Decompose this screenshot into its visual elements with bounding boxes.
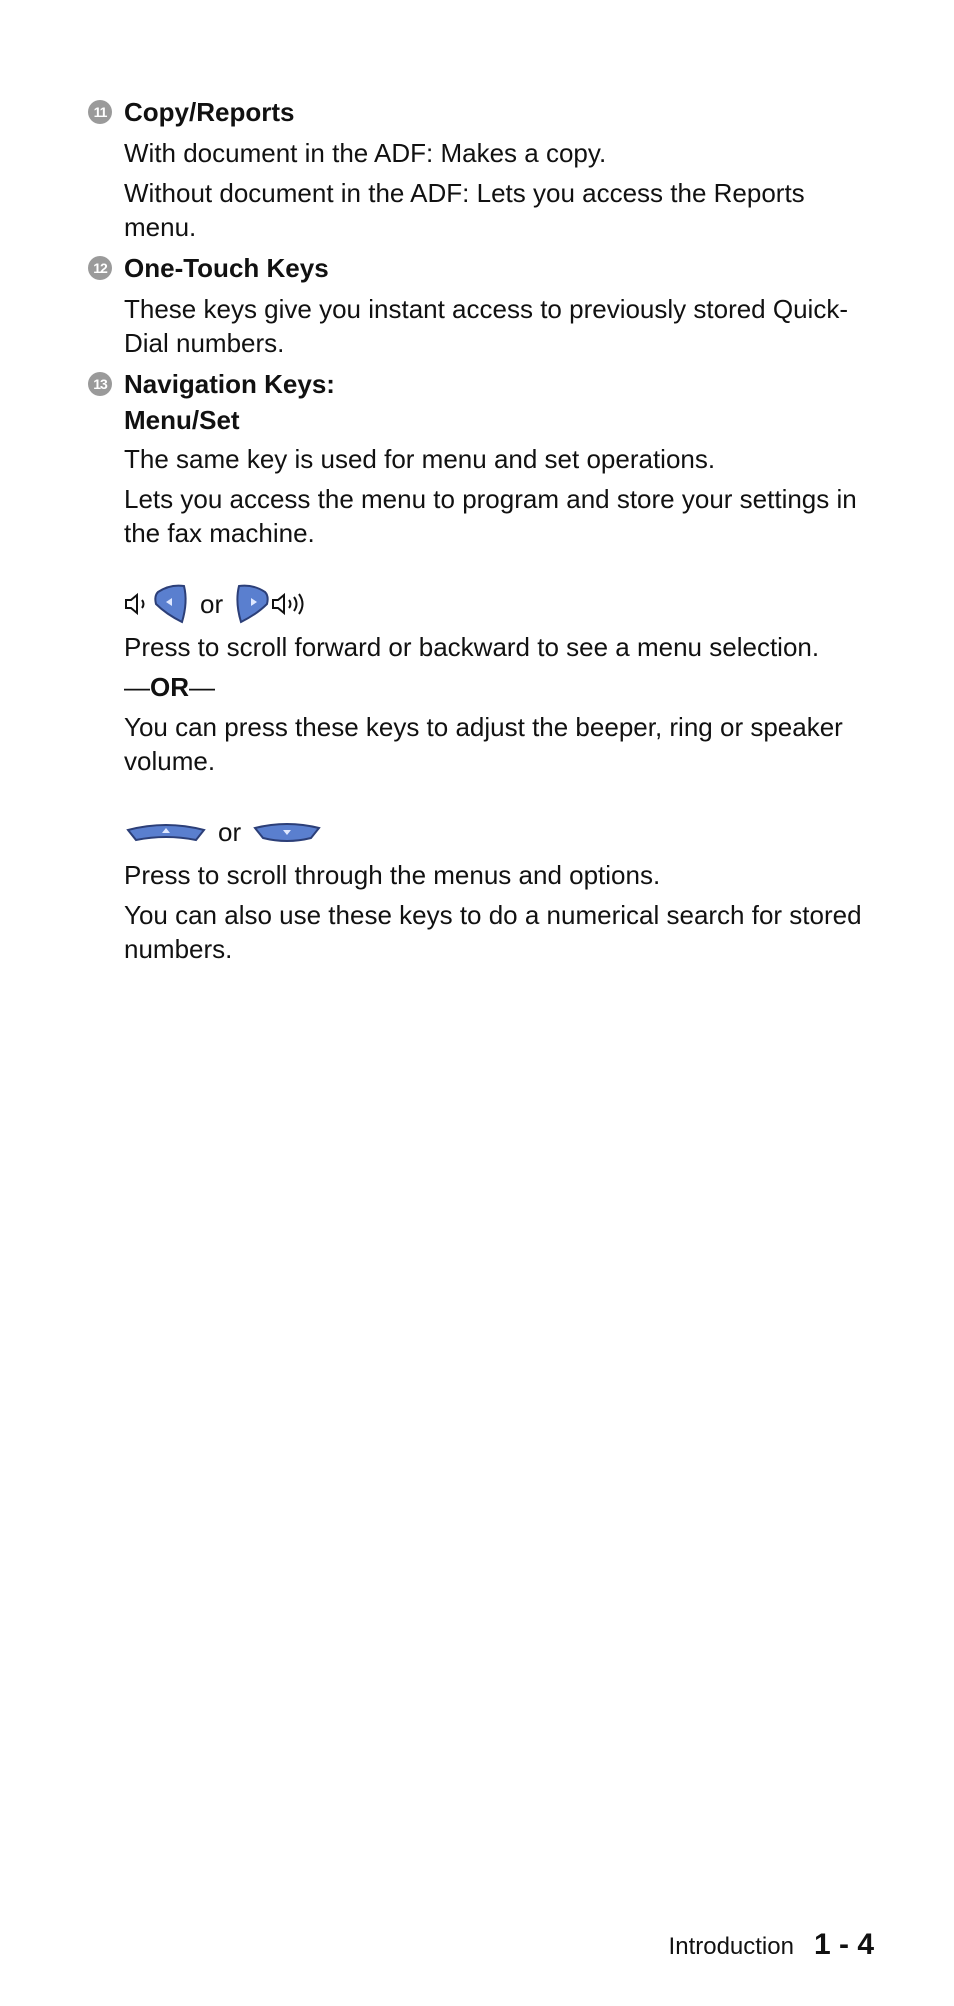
- volume-low-icon: [124, 592, 152, 616]
- or-word: OR: [150, 672, 189, 702]
- lr-keys-volume-description: You can press these keys to adjust the beeper, ring or speaker volume.: [124, 712, 843, 776]
- down-arrow-key-icon[interactable]: [251, 818, 323, 846]
- item-title: Navigation Keys:: [124, 369, 335, 399]
- item-line: The same key is used for menu and set operations.: [124, 444, 716, 474]
- item-line: Lets you access the menu to program and store your settings in the fax machine.: [124, 484, 857, 548]
- page-footer: [669, 1928, 874, 1962]
- or-dash: —: [124, 672, 150, 702]
- item-subtitle: Menu/Set: [124, 405, 240, 435]
- item-line: Without document in the ADF: Lets you access the Reports menu.: [124, 178, 805, 242]
- footer-section-name: Introduction: [668, 1933, 794, 1960]
- item-number-badge: 11: [88, 100, 112, 124]
- up-arrow-key-icon[interactable]: [124, 818, 208, 846]
- item-line: These keys give you instant access to previously stored Quick-Dial numbers.: [124, 294, 848, 358]
- left-arrow-key-icon[interactable]: [152, 582, 190, 626]
- lr-keys-row: [124, 582, 878, 626]
- ud-keys-row: [124, 810, 878, 854]
- item-number-badge: 12: [88, 256, 112, 280]
- or-text: or: [218, 816, 242, 847]
- item-title: Copy/Reports: [124, 97, 295, 127]
- item-number-badge: 13: [88, 372, 112, 396]
- item-title: One-Touch Keys: [124, 253, 329, 283]
- lr-keys-description: Press to scroll forward or backward to see a menu selection.: [124, 632, 820, 662]
- ud-keys-description: Press to scroll through the menus and options.: [124, 860, 661, 890]
- page-number: 1 - 4: [813, 1928, 874, 1961]
- right-arrow-key-icon[interactable]: [233, 582, 271, 626]
- volume-high-icon: [271, 592, 307, 616]
- or-text: or: [200, 588, 224, 619]
- or-separator: [124, 670, 878, 704]
- or-dash: —: [189, 672, 215, 702]
- ud-keys-search-description: You can also use these keys to do a numerical search for stored numbers.: [124, 900, 862, 964]
- item-line: With document in the ADF: Makes a copy.: [124, 138, 607, 168]
